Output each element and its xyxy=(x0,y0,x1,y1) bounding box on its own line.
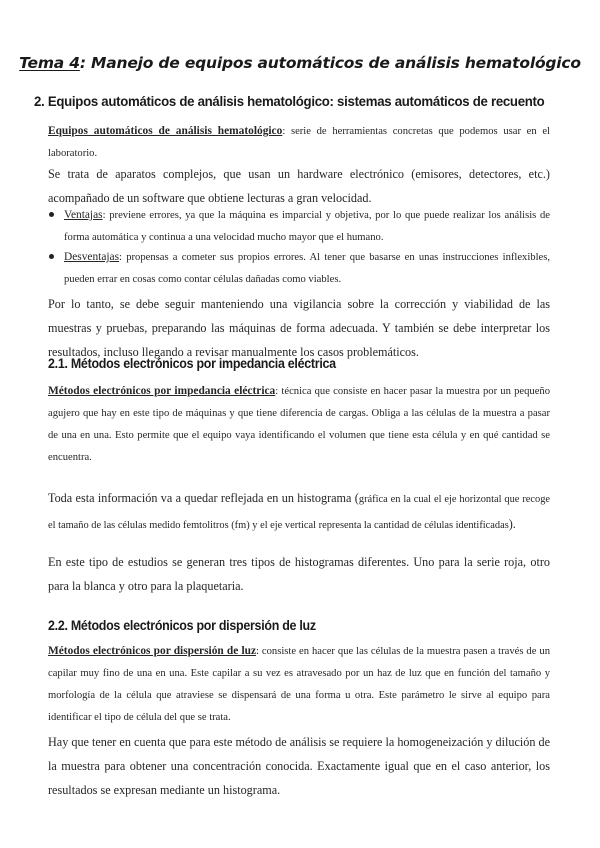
section-2-2-paragraph-homogenization: Hay que tener en cuenta que para este método de análisis se requiere la homogeneización y dilución de la muestra para obtener una concentración conocida. Exactamente igual que en el caso anterior, los resultados se expresan mediante un histograma. xyxy=(48,735,550,797)
histogram-text-end: ). xyxy=(508,517,516,531)
section-2-1-heading: 2.1. Métodos electrónicos por impedancia eléctrica xyxy=(48,356,336,371)
disadvantages-term: Desventajas xyxy=(64,251,120,263)
section-2-heading: 2. Equipos automáticos de análisis hematológico: sistemas automáticos de recuento xyxy=(34,94,545,110)
section-2-2-definition xyxy=(48,640,550,729)
histogram-text: Toda esta información va a quedar reflejada en un histograma ( xyxy=(48,491,359,505)
section-2-1-paragraph-histogram xyxy=(48,486,550,538)
bullet-dot xyxy=(49,254,54,259)
section-2-definition xyxy=(48,120,550,165)
section-2-2-definition-text: : consiste en hacer que las células de la muestra pasen a través de un capilar muy fino de una en una. Este capilar a su vez es atravesado por un haz de luz que en función del tamaño y morfología de la célula que atraviese se dispensará de una forma u otra. Este parámetro le sirve al equipo para identificar el tipo de célula del que se trata. xyxy=(48,646,550,723)
section-2-1-paragraph-types: En este tipo de estudios se generan tres tipos de histogramas diferentes. Uno para la serie roja, otro para la blanca y otro para la plaquetaria. xyxy=(48,555,550,593)
bullet-disadvantages xyxy=(48,246,550,291)
advantages-term: Ventajas xyxy=(64,209,103,221)
section-2-1-definition-text: : técnica que consiste en hacer pasar la muestra por un pequeño agujero que hay en este tipo de máquinas y que tiene diferencia de cargas. Obliga a las células de la muestra a pasar de una en una. Esto permite que el equipo vaya identificando el volumen que tiene esta célula y en qué cantidad se encuentra. xyxy=(48,386,550,463)
section-2-1-term: Métodos electrónicos por impedancia eléctrica xyxy=(48,385,276,397)
page-title xyxy=(0,54,600,72)
title-text: : Manejo de equipos automáticos de análisis hematológico xyxy=(79,54,581,72)
disadvantages-description: : propensas a cometer sus propios errores. Al tener que basarse en unas instrucciones inflexibles, pueden errar en cosas como contar células dañadas como viables. xyxy=(64,252,550,285)
section-2-2-heading: 2.2. Métodos electrónicos por dispersión de luz xyxy=(48,618,316,633)
bullet-advantages-text xyxy=(64,204,550,249)
bullet-dot xyxy=(49,212,54,217)
bullet-advantages xyxy=(48,204,550,249)
section-2-term: Equipos automáticos de análisis hematológico xyxy=(48,125,283,137)
title-topic-number: Tema 4 xyxy=(19,54,80,72)
section-2-2-term: Métodos electrónicos por dispersión de luz xyxy=(48,645,257,657)
section-2-definition-text: : serie de herramientas concretas que podemos usar en el laboratorio. xyxy=(48,126,551,159)
histogram-explanation: gráfica en la cual el eje horizontal que recoge el tamaño de las células medido femtolitros (fm) y el eje vertical representa la cantidad de células identificadas xyxy=(48,494,551,531)
advantages-description: : previene errores, ya que la máquina es imparcial y objetiva, por lo que puede realizar los análisis de forma automática y continua a una velocidad mucho mayor que el humano. xyxy=(64,210,550,243)
section-2-paragraph-conclusion: Por lo tanto, se debe seguir manteniendo una vigilancia sobre la corrección y viabilidad de las muestras y pruebas, preparando las máquinas de forma adecuada. Y también se debe interpretar los resultados, incluso llegando a revisar manualmente los casos problemáticos. xyxy=(48,297,550,359)
section-2-paragraph-hardware: Se trata de aparatos complejos, que usan un hardware electrónico (emisores, detectores, etc.) acompañado de un software que obtiene lecturas a gran velocidad. xyxy=(48,167,550,205)
section-2-1-definition xyxy=(48,380,550,469)
bullet-disadvantages-text xyxy=(64,246,550,291)
